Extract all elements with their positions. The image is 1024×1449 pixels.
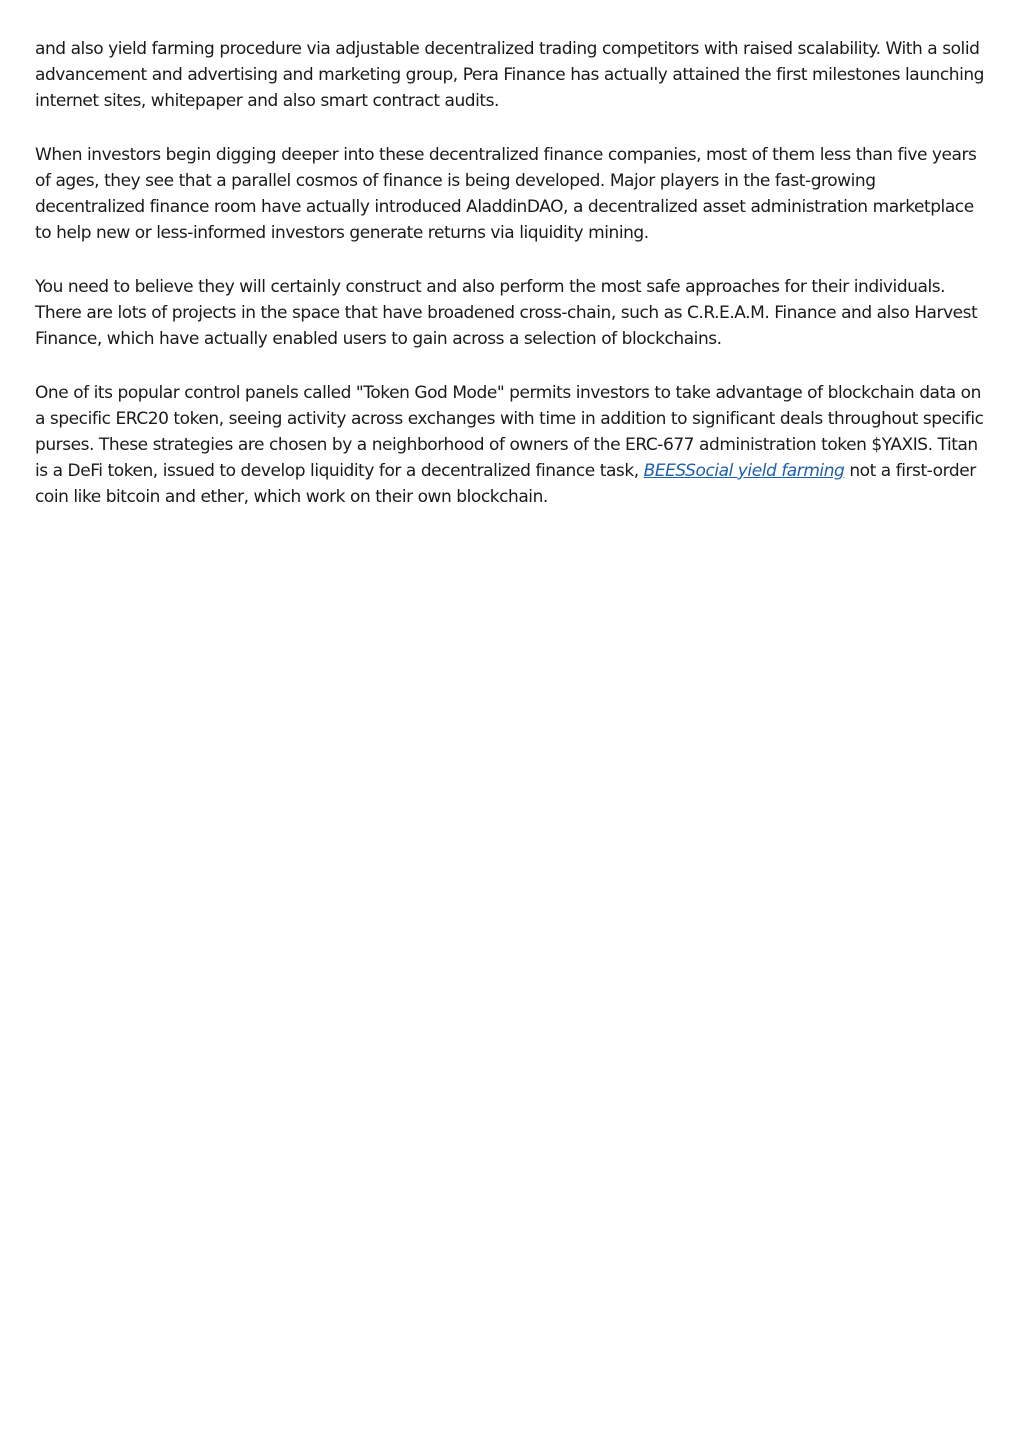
paragraph-4-text-before-link: One of its popular control panels called "Token God Mode" permits investors to take advantage of blockchain data on a specific ERC20 token, seeing activity across exchanges with time in addition to significant deals throughout specific purses. These strategies are chosen by a neighborhood of owners of the ERC-677 administration token $YAXIS. Titan is a DeFi token, issued to develop liquidity for a decentralized finance task, [35, 383, 984, 481]
paragraph-4-text-after-link: not a first-order coin like bitcoin and ether, which work on their own blockchain. [35, 461, 976, 507]
paragraph-4 [35, 380, 985, 510]
paragraph-3: You need to believe they will certainly construct and also perform the most safe approaches for their individuals. There are lots of projects in the space that have broadened cross-chain, such as C.R.E.A.M. Finance and also Harvest Finance, which have actually enabled users to gain across a selection of blockchains. [35, 277, 978, 349]
beessocial-yield-farming-link[interactable]: BEESSocial yield farming [643, 461, 845, 481]
paragraph-1: and also yield farming procedure via adjustable decentralized trading competitors with raised scalability. With a solid advancement and advertising and marketing group, Pera Finance has actually attained the first milestones launching internet sites, whitepaper and also smart contract audits. [35, 39, 985, 111]
document-body [35, 36, 985, 538]
paragraph-2: When investors begin digging deeper into these decentralized finance companies, most of them less than five years of ages, they see that a parallel cosmos of finance is being developed. Major players in the fast-growing decentralized finance room have actually introduced AladdinDAO, a decentralized asset administration marketplace to help new or less-informed investors generate returns via liquidity mining. [35, 145, 977, 243]
